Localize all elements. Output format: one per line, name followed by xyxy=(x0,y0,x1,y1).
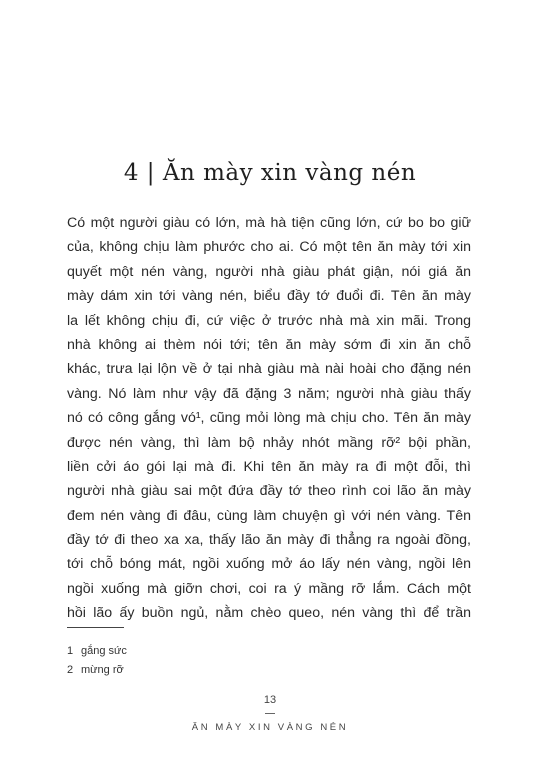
footnote-number: 1 xyxy=(67,645,74,657)
body-line: liền cởi áo gói lại mà đi. Khi tên ăn mày ra đi một đỗi, thì xyxy=(67,458,471,475)
footnote-text: gắng sức xyxy=(81,645,127,657)
running-footer-title: ĂN MÀY XIN VÀNG NÉN xyxy=(191,722,349,733)
footnote-divider xyxy=(67,627,124,628)
footnote-item xyxy=(67,661,367,680)
footnote-text: mừng rỡ xyxy=(81,664,124,676)
body-line: tới chỗ bóng mát, ngồi xuống mở áo lấy nén vàng, ngồi lên xyxy=(67,556,471,573)
body-line: nhà không ai thèm nói tới; tên ăn mày sớm đi xin ăn chỗ xyxy=(67,336,471,353)
page-number: 13 xyxy=(263,694,277,706)
footnote-item xyxy=(67,642,367,661)
body-line: Có một người giàu có lớn, mà hà tiện cũng lớn, cứ bo bo giữ xyxy=(67,215,471,231)
body-line: đem nén vàng đi đâu, cùng làm chuyện gì với nén vàng. Tên xyxy=(67,507,471,524)
footnotes xyxy=(67,642,367,680)
body-line: vàng. Nó làm như vậy đã đặng 3 năm; người nhà giàu thấy xyxy=(67,385,471,402)
body-line: quyết một nén vàng, người nhà giàu phát giận, nói giá ăn xyxy=(67,263,471,280)
body-line: của, không chịu làm phước cho ai. Có một tên ăn mày tới xin xyxy=(67,239,471,256)
body-line: nó có công gắng vó¹, cũng mỏi lòng mà chịu cho. Tên ăn mày xyxy=(67,410,471,427)
body-line: đầy tớ đi theo xa xa, thấy lão ăn mày đi thẳng ra ngoài đồng, xyxy=(67,532,471,549)
body-line: la lết không chịu đi, cứ việc ở trước nhà mà xin mãi. Trong xyxy=(67,312,471,329)
page-number-divider xyxy=(265,713,275,714)
footnote-number: 2 xyxy=(67,664,74,676)
body-line: người nhà giàu sai một đứa đầy tớ theo rình coi lão ăn mày xyxy=(67,483,471,500)
body-line: ngồi xuống mà giỡn chơi, coi ra ý mầng rỡ lắm. Cách một xyxy=(67,580,471,597)
body-line: khác, trưa lại lộn về ở tại nhà giàu mà nài hoài cho đặng nén xyxy=(67,361,471,378)
body-line: được nén vàng, thì làm bộ nhảy nhót mầng rỡ² bội phần, xyxy=(67,434,471,451)
body-text xyxy=(67,211,471,626)
chapter-title: 4 | Ăn mày xin vàng nén xyxy=(123,160,417,186)
body-line: hồi lão ấy buồn ngủ, nằm chèo queo, nén vàng thì để trần xyxy=(67,605,471,622)
body-line: mày dám xin tới vàng nén, biểu đầy tớ đuổi đi. Tên ăn mày xyxy=(67,288,471,305)
